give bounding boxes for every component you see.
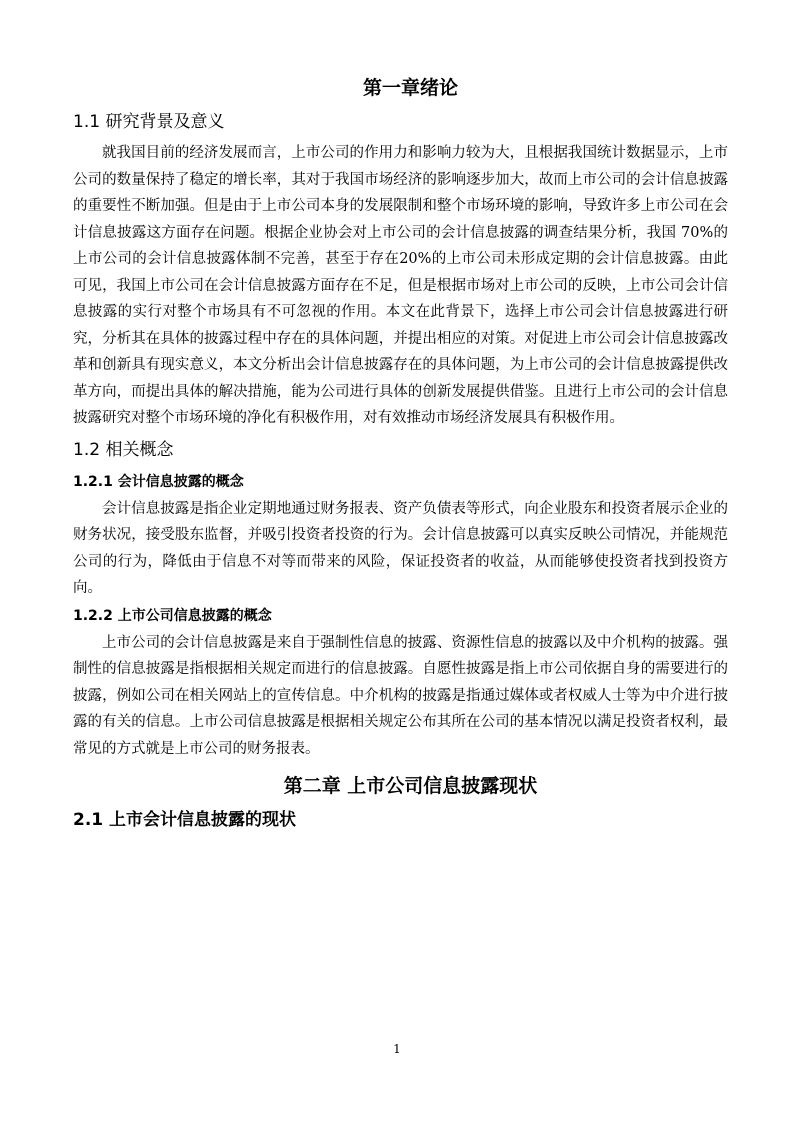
chapter-2-title: 第二章 上市公司信息披露现状 [283, 775, 538, 797]
section-1-2-heading: 1.2 相关概念 [73, 439, 174, 460]
section-1-2-2-heading: 1.2.2 上市公司信息披露的概念 [73, 607, 272, 624]
section-1-2-1-heading: 1.2.1 会计信息披露的概念 [73, 473, 244, 490]
chapter-1-title: 第一章绪论 [362, 77, 458, 99]
section-1-2-2-paragraph: 上市公司的会计信息披露是来自于强制性信息的披露、资源性信息的披露以及中介机构的披露。强制性的信息披露是指根据相关规定而进行的信息披露。自愿性披露是指上市公司依据自身的需要进行的披露，例如公司在相关网站上的宣传信息。中介机构的披露是指通过媒体或者权威人士等为中介进行披露的有关的信息。上市公司信息披露是根据相关规定公布其所在公司的基本情况以满足投资者权利，最常见的方式就是上市公司的财务报表。 [73, 634, 728, 757]
section-1-2-1-paragraph: 会计信息披露是指企业定期地通过财务报表、资产负债表等形式，向企业股东和投资者展示企业的财务状况，接受股东监督，并吸引投资者投资的行为。会计信息披露可以真实反映公司情况，并能规范公司的行为，降低由于信息不对等而带来的风险，保证投资者的收益，从而能够使投资者找到投资方向。 [73, 500, 728, 596]
section-1-1-paragraph: 就我国目前的经济发展而言，上市公司的作用力和影响力较为大，且根据我国统计数据显示，上市公司的数量保持了稳定的增长率，其对于我国市场经济的影响逐步加大，故而上市公司的会计信息披露的重要性不断加强。但是由于上市公司本身的发展限制和整个市场环境的影响，导致许多上市公司在会计信息披露这方面存在问题。根据企业协会对上市公司的会计信息披露的调查结果分析，我国 70%的上市公司的会计信息披露体制不完善，甚至于存在20%的上市公司未形成定期的会计信息披露。由此可见，我国上市公司在会计信息披露方面存在不足，但是根据市场对上市公司的反映，上市公司会计信息披露的实行对整个市场具有不可忽视的作用。本文在此背景下，选择上市公司会计信息披露进行研究，分析其在具体的披露过程中存在的具体问题，并提出相应的对策。对促进上市公司会计信息披露改革和创新具有现实意义，本文分析出会计信息披露存在的具体问题，为上市公司的会计信息披露提供改革方向，而提出具体的解决措施，能为公司进行具体的创新发展提供借鉴。且进行上市公司的会计信息披露研究对整个市场环境的净化有积极作用，对有效推动市场经济发展具有积极作用。 [73, 145, 728, 426]
section-1-1-heading: 1.1 研究背景及意义 [73, 112, 225, 132]
page-number: 1 [393, 1042, 401, 1056]
page-content [73, 72, 728, 838]
section-2-1-heading: 2.1 上市会计信息披露的现状 [73, 810, 297, 830]
